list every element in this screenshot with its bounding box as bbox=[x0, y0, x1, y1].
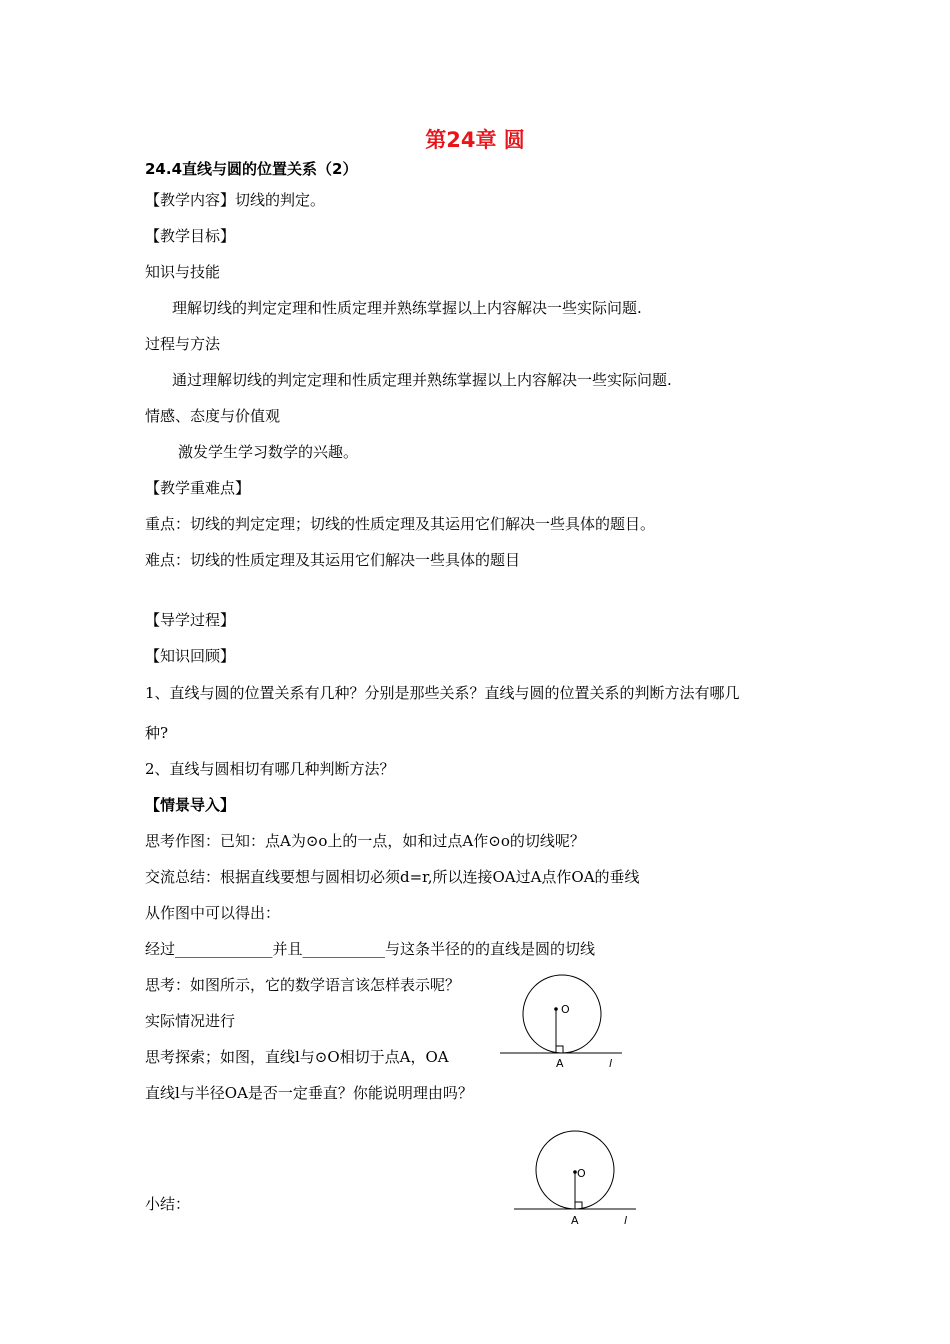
objectives-heading: 【教学目标】 bbox=[145, 227, 236, 245]
explore-text: 思考探索；如图，直线l与⊙O相切于点A，OA bbox=[145, 1048, 449, 1066]
page-title: 第24章 圆 bbox=[425, 128, 525, 152]
center-point bbox=[554, 1007, 558, 1011]
right-angle-mark bbox=[575, 1202, 582, 1209]
think-language: 思考：如图所示，它的数学语言该怎样表示呢？ bbox=[145, 976, 461, 994]
emotion-text: 激发学生学习数学的兴趣。 bbox=[178, 443, 359, 461]
exchange-summary: 交流总结：根据直线要想与圆相切必须d=r,所以连接OA过A点作OA的垂线 bbox=[145, 868, 640, 886]
knowledge-heading: 知识与技能 bbox=[145, 263, 221, 281]
review-question-1-cont: 种? bbox=[145, 724, 169, 742]
practice-text: 实际情况进行 bbox=[145, 1012, 236, 1030]
guide-heading: 【导学过程】 bbox=[145, 611, 236, 629]
knowledge-text: 理解切线的判定定理和性质定理并熟练掌握以上内容解决一些实际问题. bbox=[172, 299, 642, 317]
right-angle-mark bbox=[556, 1046, 563, 1053]
explore-question: 直线l与半径OA是否一定垂直？你能说明理由吗？ bbox=[145, 1084, 473, 1102]
difficult-point: 难点：切线的性质定理及其运用它们解决一些具体的题目 bbox=[145, 551, 521, 569]
section-title: 24.4直线与圆的位置关系（2） bbox=[145, 160, 358, 178]
process-text: 通过理解切线的判定定理和性质定理并熟练掌握以上内容解决一些实际问题. bbox=[172, 371, 672, 389]
review-heading: 【知识回顾】 bbox=[145, 647, 236, 665]
center-label: O bbox=[561, 1003, 570, 1016]
point-label: A bbox=[556, 1057, 564, 1070]
key-point: 重点：切线的判定定理；切线的性质定理及其运用它们解决一些具体的题目。 bbox=[145, 515, 656, 533]
keypoints-heading: 【教学重难点】 bbox=[145, 479, 251, 497]
process-heading: 过程与方法 bbox=[145, 335, 221, 353]
review-question-1: 1、直线与圆的位置关系有几种？分别是那些关系？直线与圆的位置关系的判断方法有哪几 bbox=[145, 684, 740, 702]
review-question-2: 2、直线与圆相切有哪几种判断方法？ bbox=[145, 760, 395, 778]
from-drawing: 从作图中可以得出： bbox=[145, 904, 281, 922]
point-label: A bbox=[571, 1214, 579, 1227]
line-label: l bbox=[609, 1057, 613, 1070]
blank-sentence: 经过_____________并且___________与这条半径的的直线是圆的切线 bbox=[145, 940, 596, 958]
summary-label: 小结： bbox=[145, 1195, 191, 1213]
think-draw: 思考作图：已知：点A为⊙o上的一点，如和过点A作⊙o的切线呢？ bbox=[145, 832, 585, 850]
scene-heading: 【情景导入】 bbox=[145, 796, 236, 814]
center-label: O bbox=[577, 1167, 586, 1180]
tangent-figure-2 bbox=[510, 1125, 650, 1234]
teaching-content: 【教学内容】切线的判定。 bbox=[145, 191, 326, 209]
tangent-figure-1 bbox=[495, 970, 635, 1079]
emotion-heading: 情感、态度与价值观 bbox=[145, 407, 281, 425]
line-label: l bbox=[624, 1214, 628, 1227]
